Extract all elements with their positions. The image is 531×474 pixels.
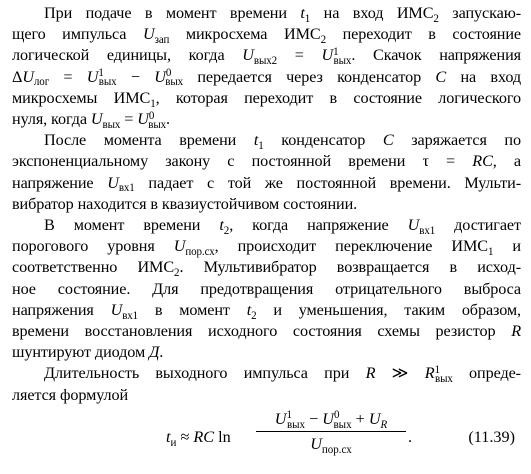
text-line: В момент времени $t_2$, когда напряжение $U_{вх1}$ достигает [44,216,521,237]
text-line: нуля, когда $U_{вых} = U^0_{вых}$. [12,109,170,131]
text-line: напряжения $U_{вх1}$ в момент $t_2$ и уменьшения, таким образом, [12,300,521,322]
paragraph-1 [12,3,521,130]
formula-denominator: $U_{пор.сх}$ [310,434,352,456]
paragraph-3 [12,215,521,363]
text-line: $\Delta U_{лог} = U^1_{вых} - U^0_{вых}$ передается через конденсатор C на вход [12,67,521,89]
text-line: При подаче в момент времени $t_1$ на вход $ИМС_2$ запускаю- [44,4,521,25]
text-line: времени восстановления исходного состояния схемы резистор R [12,322,521,341]
paragraph-4 [12,363,521,405]
text-line: логической единицы, когда $U_{вых2} = U^1_{вых}$. Скачок напряжения [12,45,521,68]
text-line: порогового уровня $U_{пор.сх}$, происходит переключение $ИМС_1$ и [12,237,521,259]
text-line: щего импульса $U_{зап}$ микросхема $ИМС_2$ переходит в состояние [12,25,522,47]
text-line: микросхемы $ИМС_1$, которая переходит в состояние логического [12,88,522,110]
formula-fraction [256,410,406,454]
formula-lhs: $t_и$ ≈ RC ln [166,427,231,449]
paragraph-2 [12,130,521,215]
text-line: шунтируют диодом Д. [12,343,164,362]
formula-period: . [408,427,413,446]
text-line: напряжение $U_{вх1}$ падает с той же постоянной времени. Мульти- [12,173,522,195]
formula-numerator: $U^1_{вых} - U^0_{вых} + U_R$ [256,410,406,432]
formula-11-39 [12,410,521,474]
text-line: Длительность выходного импульса при R ≫ $R^1_{вых}$ опреде- [44,363,521,386]
text-line: экспоненциальному закону с постоянной времени τ = RC, а [12,152,522,171]
text-line: вибратор находится в квазиустойчивом состоянии. [12,194,358,213]
text-line: После момента времени $t_1$ конденсатор C заряжается по [44,131,521,153]
text-line: соответственно $ИМС_2$. Мультивибратор возвращается в исход- [12,258,522,280]
equation-number: (11.39) [468,427,515,446]
text-line: ное состояние. Для предотвращения отрицательного выброса [12,279,521,298]
text-line: ляется формулой [12,385,129,404]
